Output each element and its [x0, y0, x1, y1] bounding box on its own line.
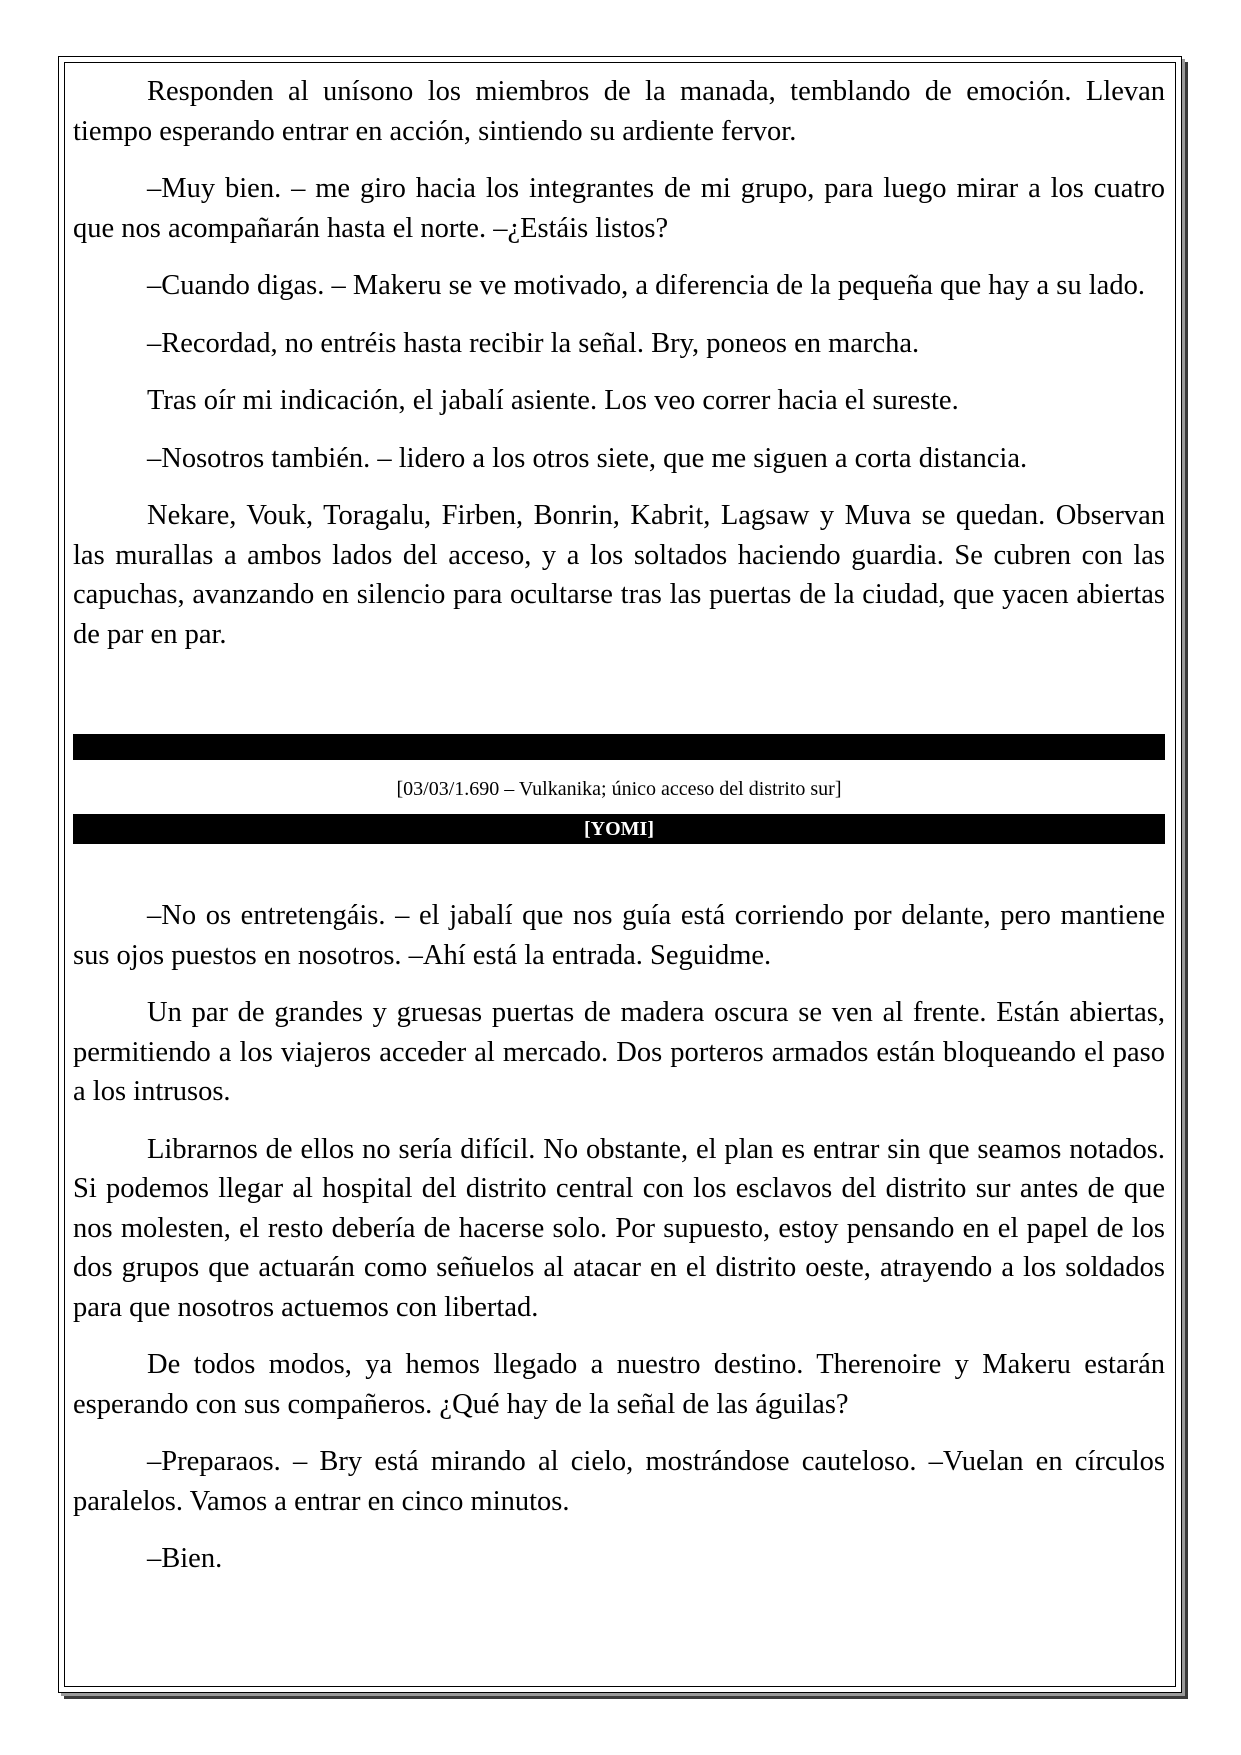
paragraph: –Muy bien. – me giro hacia los integrantes de mi grupo, para luego mirar a los cuatro que nos acompañarán hasta el norte. –¿Estáis listos?: [73, 173, 1165, 244]
page-content: [73, 72, 1165, 1597]
paragraph: –Recordad, no entréis hasta recibir la señal. Bry, poneos en marcha.: [147, 327, 920, 359]
paragraph: Responden al unísono los miembros de la manada, temblando de emoción. Llevan tiempo esperando entrar en acción, sintiendo su ardiente fervor.: [73, 76, 1165, 147]
paragraph: –Preparaos. – Bry está mirando al cielo, mostrándose cauteloso. –Vuelan en círculos paralelos. Vamos a entrar en cinco minutos.: [73, 1446, 1165, 1517]
paragraph: Librarnos de ellos no sería difícil. No obstante, el plan es entrar sin que seamos notados. Si podemos llegar al hospital del distrito central con los esclavos del distrito sur antes de que nos molesten, el resto debería de hacerse solo. Por supuesto, estoy pensando en el papel de los dos grupos que actuarán como señuelos al atacar en el distrito oeste, atrayendo a los soldados para que nosotros actuemos con libertad.: [73, 1133, 1165, 1323]
paragraph: Un par de grandes y gruesas puertas de madera oscura se ven al frente. Están abiertas, permitiendo a los viajeros acceder al mercado. Dos porteros armados están bloqueando el paso a los intrusos.: [73, 997, 1165, 1107]
paragraph: –Bien.: [147, 1543, 223, 1574]
section-spacer: [73, 844, 1165, 896]
scene-pov-name: [YOMI]: [73, 814, 1165, 844]
paragraph: –Cuando digas. – Makeru se ve motivado, a diferencia de la pequeña que hay a su lado.: [147, 270, 1145, 301]
paragraph: Nekare, Vouk, Toragalu, Firben, Bonrin, Kabrit, Lagsaw y Muva se quedan. Observan las murallas a ambos lados del acceso, y a los soltados haciendo guardia. Se cubren con las capuchas, avanzando en silencio para ocultarse tras las puertas de la ciudad, que yacen abiertas de par en par.: [73, 500, 1165, 650]
scene-date-location: [03/03/1.690 – Vulkanika; único acceso del distrito sur]: [396, 778, 842, 800]
paragraph: De todos modos, ya hemos llegado a nuestro destino. Therenoire y Makeru estarán esperando con sus compañeros. ¿Qué hay de la señal de las águilas?: [73, 1349, 1165, 1420]
paragraph: –No os entretengáis. – el jabalí que nos guía está corriendo por delante, pero mantiene sus ojos puestos en nosotros. –Ahí está la entrada. Seguidme.: [73, 900, 1165, 971]
paragraph: –Nosotros también. – lidero a los otros siete, que me siguen a corta distancia.: [147, 442, 1028, 474]
section-spacer: [73, 672, 1165, 734]
scene-divider-bar: [73, 734, 1165, 760]
paragraph: Tras oír mi indicación, el jabalí asiente. Los veo correr hacia el sureste.: [147, 385, 959, 416]
